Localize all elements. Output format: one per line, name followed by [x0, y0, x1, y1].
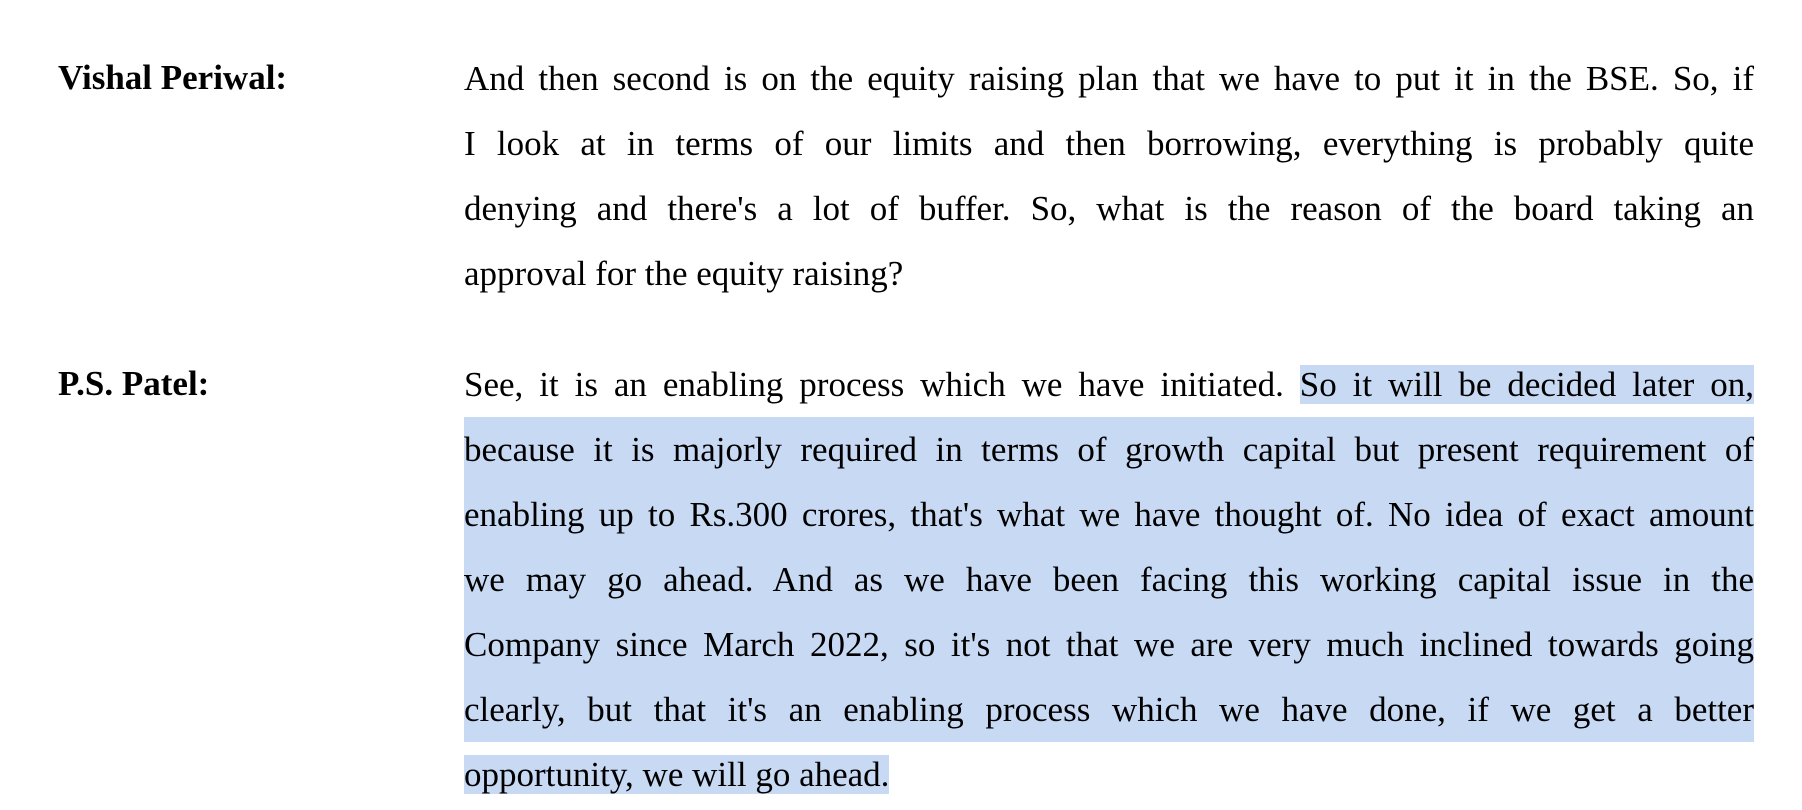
selected-text[interactable]: So it will be decided later on,: [1299, 365, 1754, 404]
speech-text[interactable]: [464, 352, 1754, 807]
selected-line[interactable]: because it is majorly required in terms of growth capital but present requirement of: [464, 417, 1754, 482]
selected-line[interactable]: Company since March 2022, so it's not that we are very much inclined towards going: [464, 612, 1754, 677]
speaker-name: P.S. Patel:: [58, 364, 210, 403]
selected-line[interactable]: we may go ahead. And as we have been facing this working capital issue in the: [464, 547, 1754, 612]
speech-line[interactable]: [464, 352, 1754, 417]
selected-line[interactable]: enabling up to Rs.300 crores, that's what we have thought of. No idea of exact amount: [464, 482, 1754, 547]
speech-line[interactable]: [464, 742, 1754, 807]
speech-line[interactable]: I look at in terms of our limits and then borrowing, everything is probably quite: [464, 124, 1754, 163]
speech-line[interactable]: denying and there's a lot of buffer. So, what is the reason of the board taking an: [464, 189, 1754, 228]
selected-text[interactable]: opportunity, we will go ahead.: [464, 755, 890, 794]
speech-line[interactable]: approval for the equity raising?: [464, 254, 904, 293]
unselected-text[interactable]: See, it is an enabling process which we have initiated.: [464, 365, 1300, 404]
speech-line[interactable]: And then second is on the equity raising plan that we have to put it in the BSE. So, if: [464, 59, 1754, 98]
speech-text[interactable]: [464, 46, 1754, 306]
selected-line[interactable]: clearly, but that it's an enabling process which we have done, if we get a better: [464, 677, 1754, 742]
speaker-name: Vishal Periwal:: [58, 58, 288, 97]
